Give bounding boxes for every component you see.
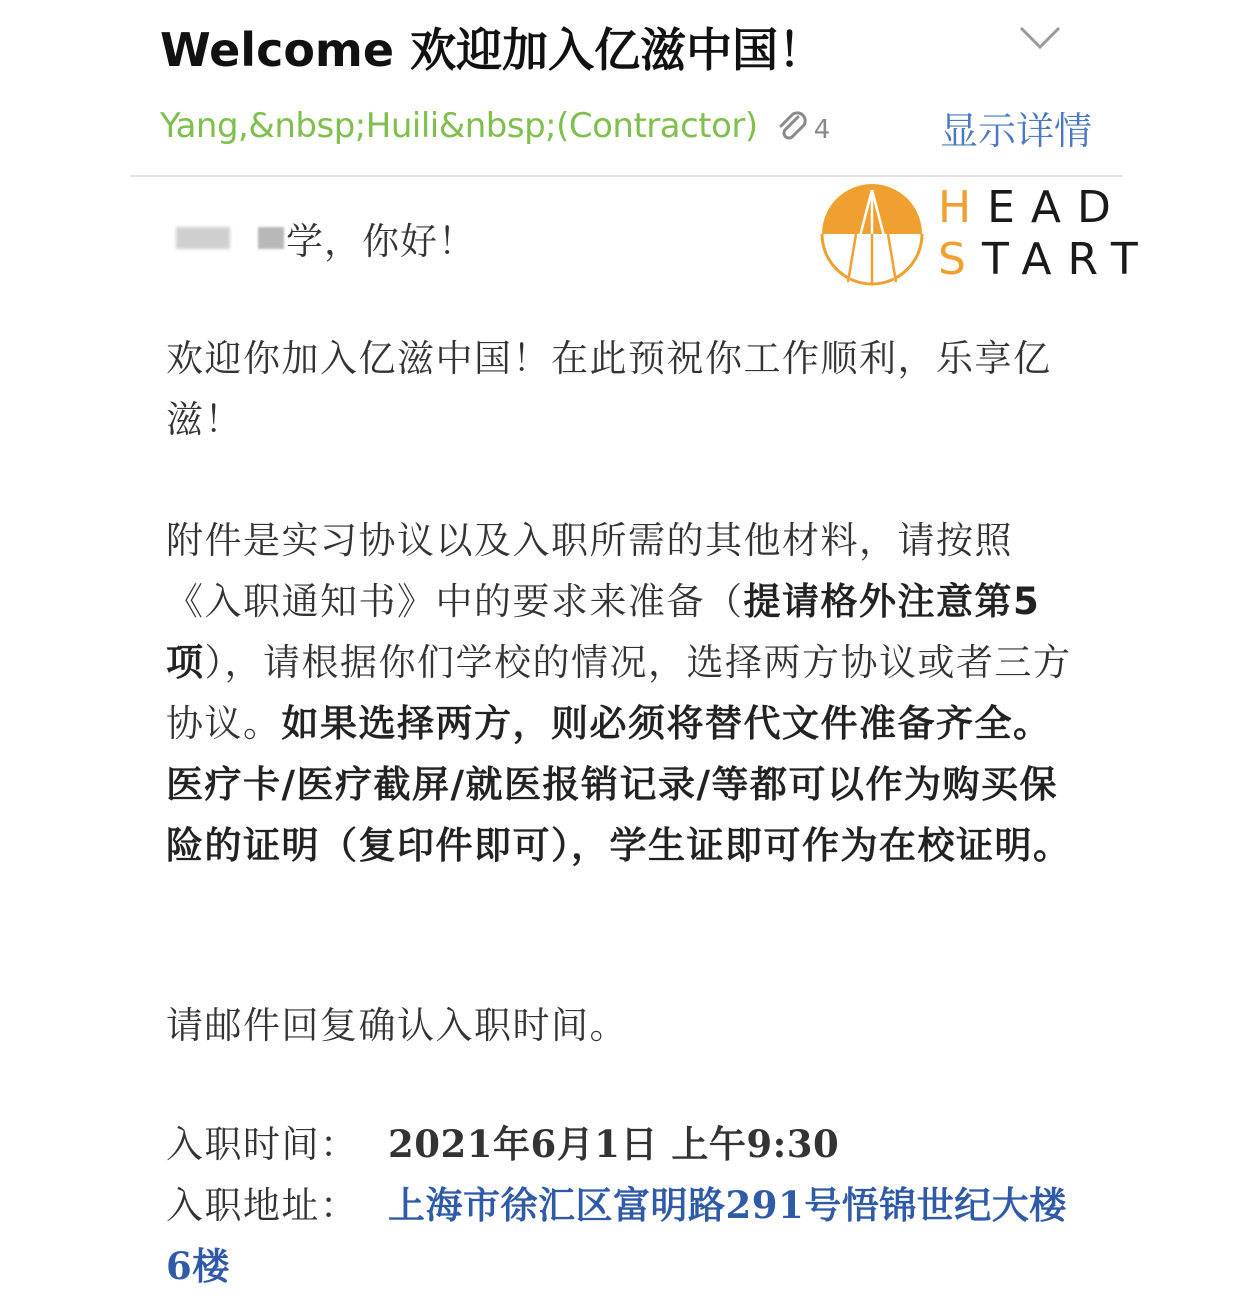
paperclip-icon[interactable]: [774, 108, 810, 144]
headstart-logo-icon: [818, 178, 926, 286]
redacted-name-1: [176, 227, 230, 249]
instructions-text-1: 附件是实习协议以及入职所需的其他材料，请按照《入职通知书》中的要求来准备（: [166, 519, 1013, 623]
sender-row: [160, 100, 830, 152]
reply-request-paragraph: 请邮件回复确认入职时间。: [166, 1004, 628, 1047]
instructions-bold-2: 如果选择两方，则必须将替代文件准备齐全。医疗卡/医疗截屏/就医报销记录/等都可以作为购买保险的证明（复印件即可），学生证即可作为在校证明。: [166, 702, 1072, 867]
start-time-value: 2021年6月1日 上午9:30: [388, 1122, 840, 1166]
logo-text-head: HEAD: [938, 182, 1127, 233]
greeting-text: 学，你好！: [286, 220, 476, 263]
address-row: [166, 1175, 1086, 1297]
show-details-link[interactable]: 显示详情: [940, 109, 1093, 153]
headstart-watermark: [818, 178, 1154, 288]
address-label: 入职地址：: [166, 1184, 359, 1227]
chevron-down-icon[interactable]: [1018, 24, 1062, 52]
instructions-bold-1: 提请格外注意第5项: [166, 580, 1041, 684]
sender-name[interactable]: Yang,&nbsp;Huili&nbsp;(Contractor): [160, 106, 758, 146]
header-divider: [130, 175, 1122, 177]
instructions-paragraph: [166, 510, 1086, 876]
email-subject: Welcome 欢迎加入亿滋中国！: [160, 23, 825, 77]
redacted-name-2: [258, 227, 284, 249]
attachment-count: 4: [813, 115, 831, 145]
greeting-row: [176, 210, 476, 266]
start-time-label: 入职时间：: [166, 1123, 359, 1166]
logo-text-start: START: [938, 234, 1154, 285]
instructions-text-2: ），请根据你们学校的情况，选择两方协议或者三方协议。: [166, 641, 1072, 745]
address-value[interactable]: 上海市徐汇区富明路291号悟锦世纪大楼6楼: [166, 1183, 1067, 1288]
welcome-paragraph: 欢迎你加入亿滋中国！在此预祝你工作顺利，乐享亿滋！: [166, 337, 1052, 441]
start-time-row: [166, 1114, 839, 1175]
